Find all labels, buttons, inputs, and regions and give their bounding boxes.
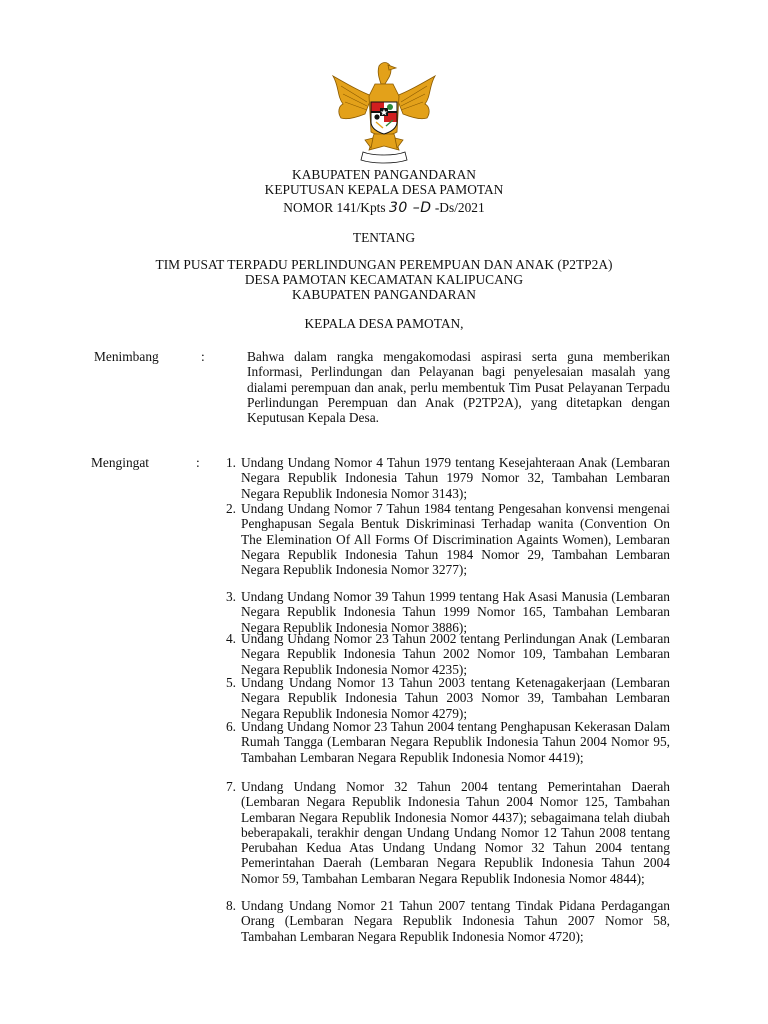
item-number: 4. bbox=[225, 631, 236, 646]
tentang-heading: TENTANG bbox=[352, 230, 416, 245]
menimbang-colon: : bbox=[201, 349, 205, 364]
decree-heading: KEPUTUSAN KEPALA DESA PAMOTAN bbox=[264, 182, 504, 197]
item-number: 5. bbox=[225, 675, 236, 690]
regency-heading: KABUPATEN PANGANDARAN bbox=[292, 167, 476, 182]
item-text: Undang Undang Nomor 32 Tahun 2004 tentang Pemerintahan Daerah (Lembaran Negara Republik Indonesia Tahun 2004 Nomor 125, Tambahan Lembaran Negara Republik Indonesia Nomor 4437); sebagaimana telah diubah beberapakali, terakhir dengan Undang Undang Nomor 12 Tahun 2008 tentang Perubahan Kedua Atas Undang Undang Nomor 32 Tahun 2004 tentang Pemerintahan Daerah (Lembaran Negara Republik Indonesia Tahun 2004 Nomor 59, Tambahan Lembaran Negara Republik Indonesia Nomor 4844); bbox=[241, 779, 670, 886]
menimbang-label: Menimbang bbox=[94, 349, 159, 364]
garuda-emblem bbox=[325, 56, 443, 166]
nomor-suffix: -Ds/2021 bbox=[431, 200, 485, 215]
item-text: Undang Undang Nomor 7 Tahun 1984 tentang Pengesahan konvensi mengenai Penghapusan Segala Bentuk Diskriminasi Terhadap wanita (Convention On The Elemination Of All Forms Of Discrimination Againts Women), Lembaran Negara Republik Indonesia Tahun 1984 Nomor 29, Tambahan Lembaran Negara Republik Indonesia Nomor 3277); bbox=[241, 501, 670, 578]
mengingat-label: Mengingat bbox=[91, 455, 150, 470]
official-title: KEPALA DESA PAMOTAN, bbox=[304, 316, 464, 331]
item-number: 6. bbox=[225, 719, 236, 734]
decree-number bbox=[0, 200, 768, 216]
item-text: Undang Undang Nomor 4 Tahun 1979 tentang Kesejahteraan Anak (Lembaran Negara Republik Indonesia Tahun 1979 Nomor 32, Tambahan Lembaran Negara Republik Indonesia Nomor 3143); bbox=[241, 455, 670, 501]
item-text: Undang Undang Nomor 39 Tahun 1999 tentang Hak Asasi Manusia (Lembaran Negara Republik Indonesia Tahun 1999 Nomor 165, Tambahan Lembaran Negara Republik Indonesia Nomor 3886); bbox=[241, 589, 670, 635]
title-line-3: KABUPATEN PANGANDARAN bbox=[292, 287, 476, 302]
item-number: 1. bbox=[225, 455, 236, 470]
item-text: Undang Undang Nomor 21 Tahun 2007 tentang Tindak Pidana Perdagangan Orang (Lembaran Negara Republik Indonesia Tahun 2007 Nomor 58, Tambahan Lembaran Negara Republik Indonesia Nomor 4720); bbox=[241, 898, 670, 944]
item-text: Undang Undang Nomor 23 Tahun 2002 tentang Perlindungan Anak (Lembaran Negara Republik Indonesia Tahun 2002 Nomor 109, Tambahan Lembaran Negara Republik Indonesia Nomor 4235); bbox=[241, 631, 670, 677]
title-line-1: TIM PUSAT TERPADU PERLINDUNGAN PEREMPUAN DAN ANAK (P2TP2A) bbox=[155, 257, 613, 272]
item-number: 2. bbox=[225, 501, 236, 516]
item-text: Undang Undang Nomor 13 Tahun 2003 tentang Ketenagakerjaan (Lembaran Negara Republik Indonesia Tahun 2003 Nomor 39, Tambahan Lembaran Negara Republik Indonesia Nomor 4279); bbox=[241, 675, 670, 721]
title-line-2: DESA PAMOTAN KECAMATAN KALIPUCANG bbox=[244, 272, 524, 287]
item-number: 8. bbox=[225, 898, 236, 913]
nomor-prefix: NOMOR 141/Kpts bbox=[283, 200, 389, 215]
item-text: Undang Undang Nomor 23 Tahun 2004 tentang Penghapusan Kekerasan Dalam Rumah Tangga (Lembaran Negara Republik Indonesia Tahun 2004 Nomor 95, Tambahan Lembaran Negara Republik Indonesia Nomor 4419); bbox=[241, 719, 670, 765]
item-number: 3. bbox=[225, 589, 236, 604]
nomor-handwritten: 30 –D bbox=[388, 200, 432, 216]
menimbang-text: Bahwa dalam rangka mengakomodasi aspirasi serta guna memberikan Informasi, Perlindungan dan Pelayanan bagi penyelesaian masalah yang dialami perempuan dan anak, perlu membentuk Tim Pusat Pelayanan Terpadu Perlindungan Perempuan dan Anak (P2TP2A), yang ditetapkan dengan Keputusan Kepala Desa. bbox=[247, 349, 670, 426]
item-number: 7. bbox=[225, 779, 236, 794]
mengingat-colon: : bbox=[196, 455, 200, 470]
